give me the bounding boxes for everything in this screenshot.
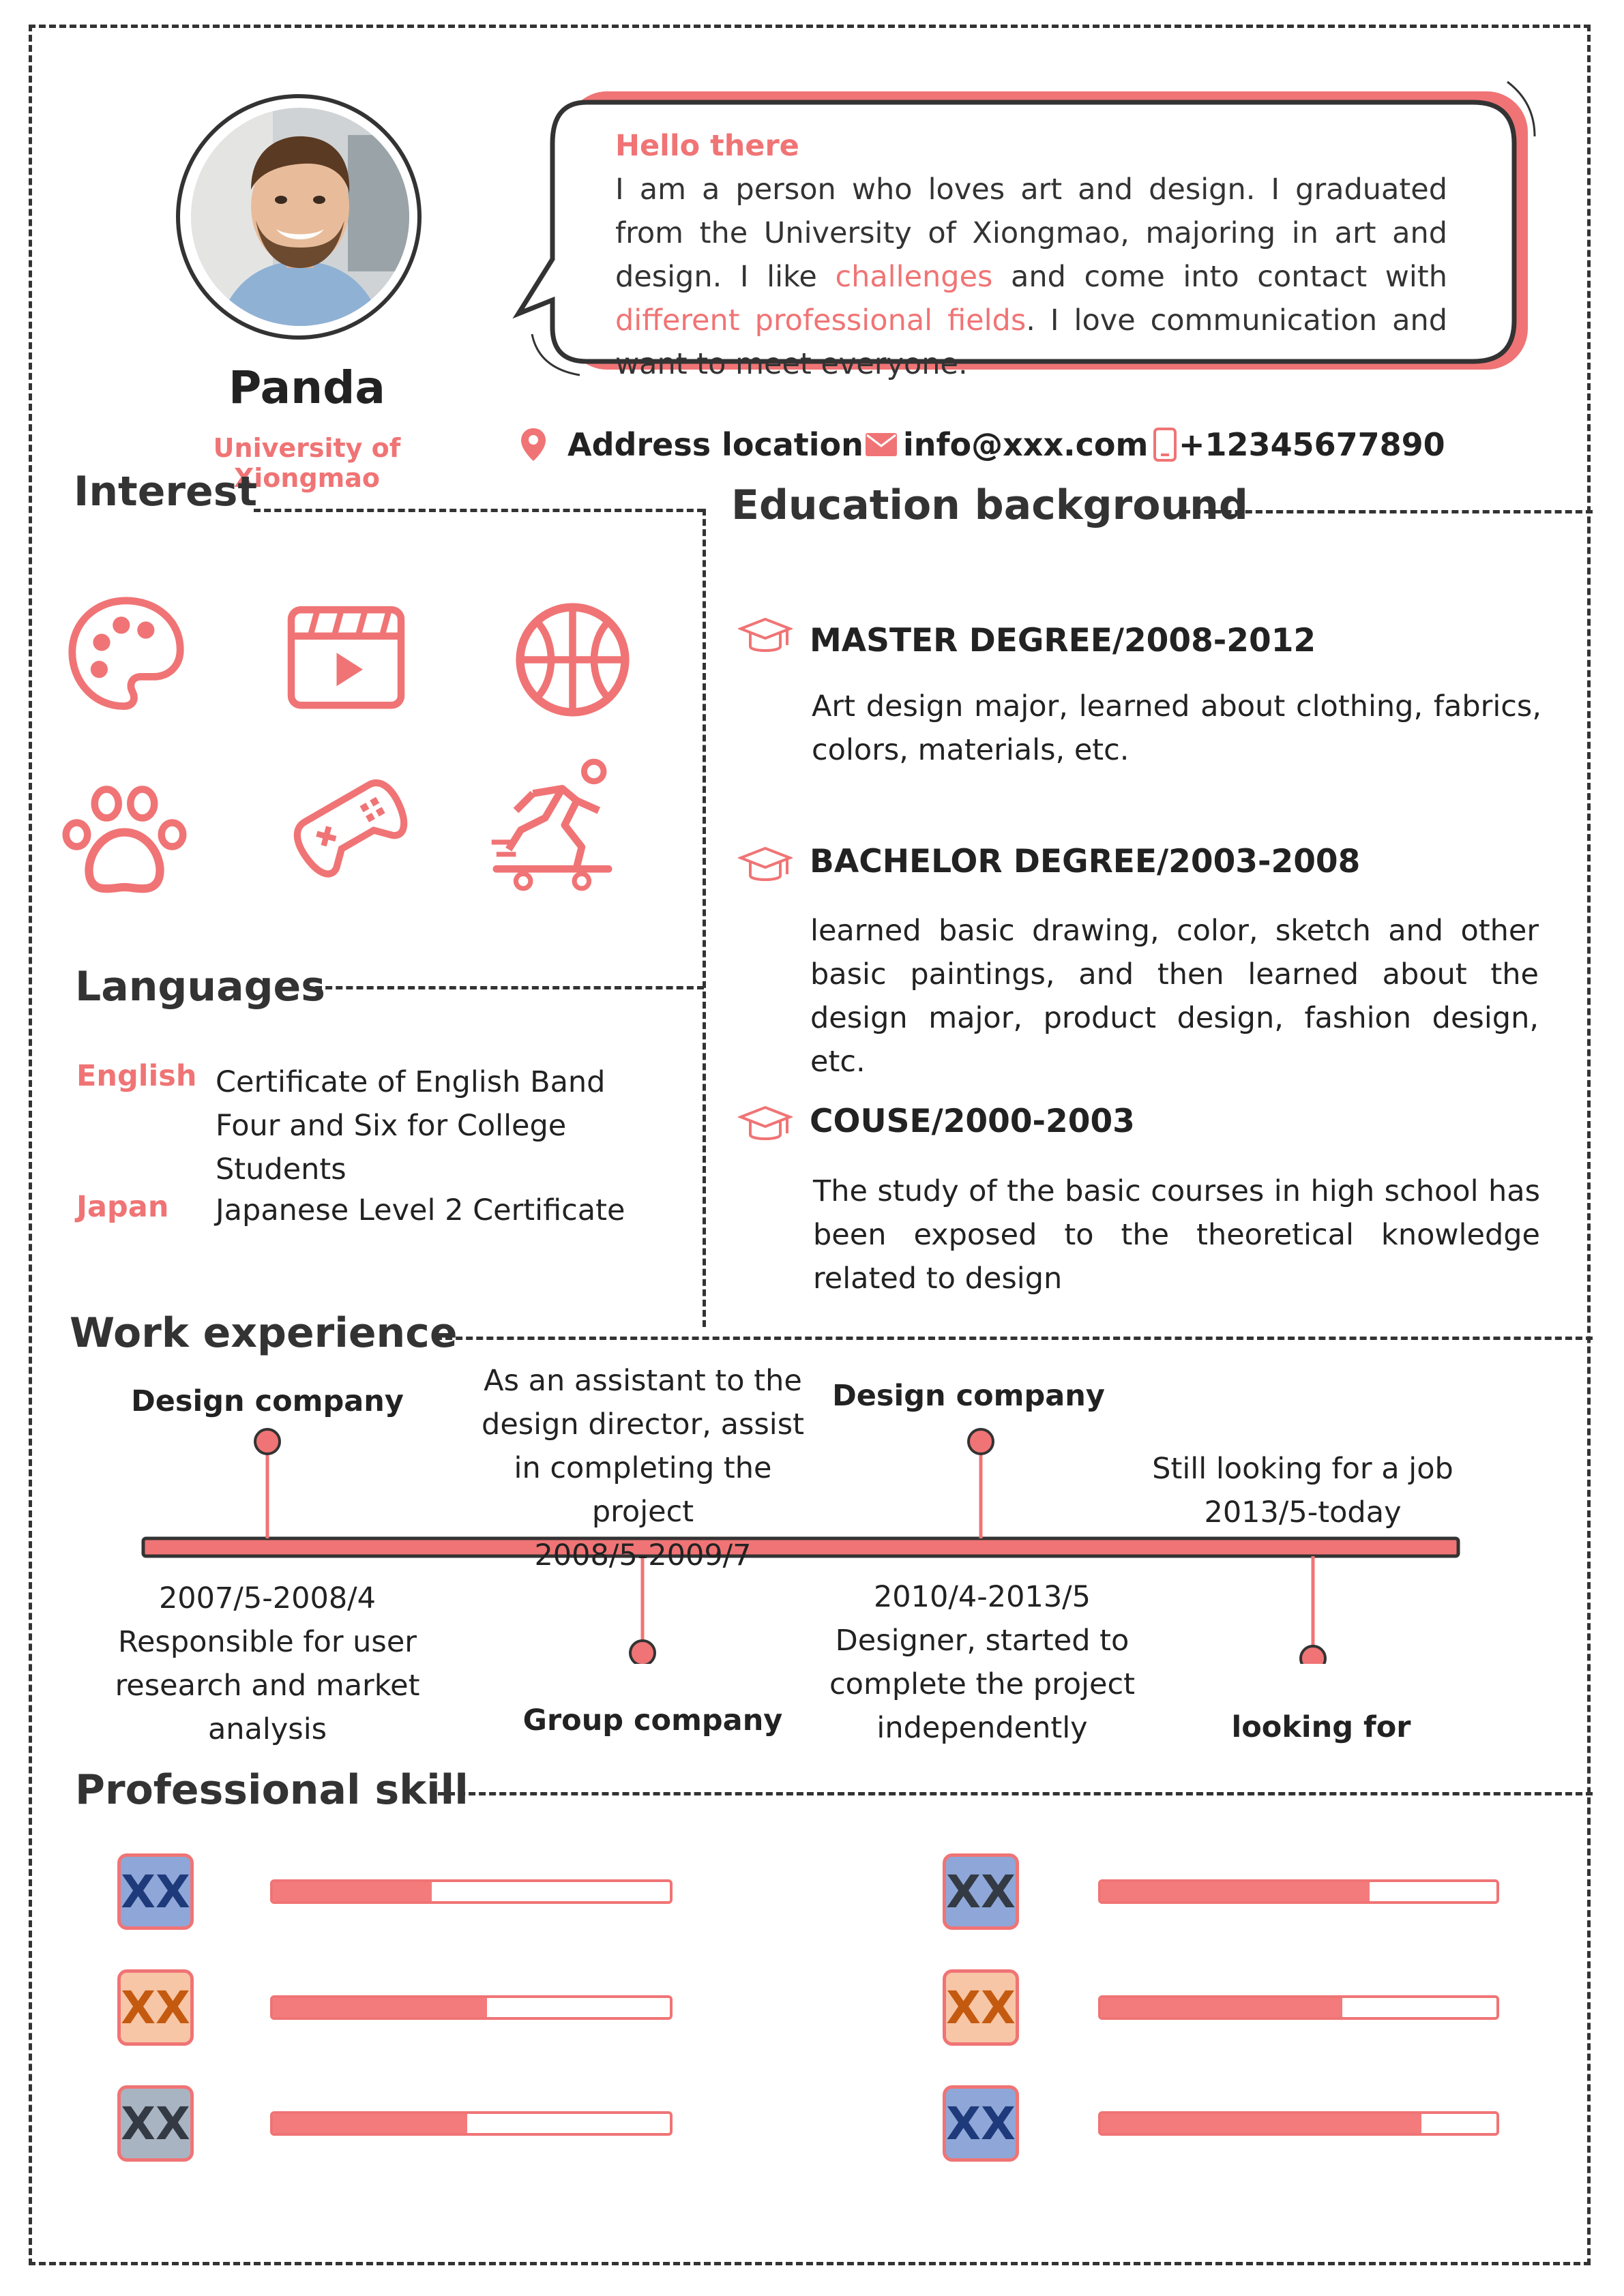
education-divider (1183, 510, 1593, 513)
avatar (191, 108, 409, 326)
skill-level-bar (270, 1995, 673, 2020)
skill-level-bar (1098, 1995, 1499, 2020)
work-entry (97, 1577, 438, 1751)
contact-address (520, 426, 863, 463)
skill-badge: XX (117, 1969, 194, 2046)
intro-highlight-1: challenges (835, 260, 993, 294)
intro-highlight-2: different professional fields (615, 303, 1027, 338)
intro-text (615, 124, 1447, 386)
skill-level-bar (1098, 2111, 1499, 2136)
phone-icon (1153, 428, 1177, 462)
address-text: Address location (567, 426, 863, 463)
video-icon (286, 600, 406, 713)
skill-divider (438, 1792, 1593, 1795)
skill-level-fill (1101, 1998, 1342, 2017)
language-desc: Certificate of English Band Four and Six for College Students (216, 1065, 606, 1187)
basketball-icon (513, 600, 632, 719)
skill-level-fill (1101, 2114, 1421, 2133)
education-desc: The study of the basic courses in high school has been exposed to the theoretical knowledge related to design (813, 1174, 1540, 1296)
intro-title: Hello there (615, 129, 799, 163)
work-desc: Responsible for user research and market analysis (115, 1625, 420, 1746)
skill-level-bar (1098, 1879, 1499, 1904)
work-date: 2008/5-2009/7 (534, 1538, 752, 1572)
education-heading: Education background (731, 481, 1248, 529)
skill-badge: XX (117, 1853, 194, 1930)
intro-part-2: and come into contact with (992, 260, 1447, 294)
email-text: info@xxx.com (903, 426, 1149, 463)
paw-icon (58, 777, 191, 897)
language-name: Japan (76, 1190, 169, 1224)
graduation-cap-icon (738, 1105, 793, 1146)
education-title: MASTER DEGREE/2008-2012 (810, 622, 1316, 659)
contact-phone (1153, 426, 1445, 463)
education-desc: Art design major, learned about clothing, fabrics, colors, materials, etc. (812, 689, 1541, 767)
language-name: English (76, 1059, 197, 1093)
work-desc: As an assistant to the design director, assist in completing the project (482, 1364, 804, 1529)
work-company: Group company (522, 1703, 783, 1738)
phone-text: +12345677890 (1179, 426, 1445, 463)
skill-badge: XX (943, 2085, 1019, 2162)
graduation-cap-icon (738, 846, 793, 886)
contact-email (865, 426, 1148, 463)
interest-divider (254, 509, 704, 512)
work-divider (435, 1337, 1593, 1340)
intro-part-3: . I love communication and want to meet everyone. (615, 303, 1447, 381)
location-pin-icon (520, 427, 547, 462)
gamepad-icon (293, 764, 409, 893)
work-company: looking for (1231, 1710, 1411, 1744)
skateboard-icon (491, 757, 614, 893)
skill-level-bar (270, 1879, 673, 1904)
language-desc: Japanese Level 2 Certificate (216, 1193, 625, 1227)
work-heading: Work experience (70, 1309, 458, 1357)
work-entry (1132, 1447, 1473, 1534)
work-company: Design company (131, 1384, 404, 1418)
skill-level-fill (273, 1998, 487, 2017)
profile-university: University of Xiongmao (213, 433, 401, 493)
education-title: BACHELOR DEGREE/2003-2008 (810, 843, 1361, 880)
work-entry (471, 1359, 815, 1577)
skill-level-fill (1101, 1882, 1370, 1901)
education-title: COUSE/2000-2003 (810, 1103, 1135, 1140)
work-desc: Designer, started to complete the project independently (829, 1624, 1135, 1745)
graduation-cap-icon (738, 616, 793, 657)
work-date: 2007/5-2008/4 (158, 1581, 377, 1615)
languages-heading: Languages (75, 963, 325, 1011)
palette-icon (65, 593, 188, 716)
column-divider (703, 509, 706, 1327)
interest-heading: Interest (74, 468, 258, 516)
work-entry (818, 1575, 1146, 1750)
work-date: 2010/4-2013/5 (873, 1580, 1091, 1614)
skill-level-fill (273, 2114, 467, 2133)
skill-badge: XX (943, 1853, 1019, 1930)
work-company: Design company (832, 1379, 1105, 1413)
work-desc: Still looking for a job (1152, 1452, 1453, 1486)
skill-level-bar (270, 2111, 673, 2136)
work-date: 2013/5-today (1204, 1495, 1402, 1530)
languages-divider (315, 986, 704, 989)
skill-level-fill (273, 1882, 432, 1901)
mail-icon (865, 432, 898, 457)
skill-badge: XX (117, 2085, 194, 2162)
skill-heading: Professional skill (75, 1766, 469, 1814)
education-desc: learned basic drawing, color, sketch and other basic paintings, and then learned about the design major, product design, fashion design, etc. (810, 914, 1539, 1079)
skill-badge: XX (943, 1969, 1019, 2046)
profile-name: Panda (228, 361, 385, 414)
intro-part-1: I am a person who loves art and design. I graduated from the University of Xiongmao, majoring in art and design. I like (615, 173, 1447, 294)
